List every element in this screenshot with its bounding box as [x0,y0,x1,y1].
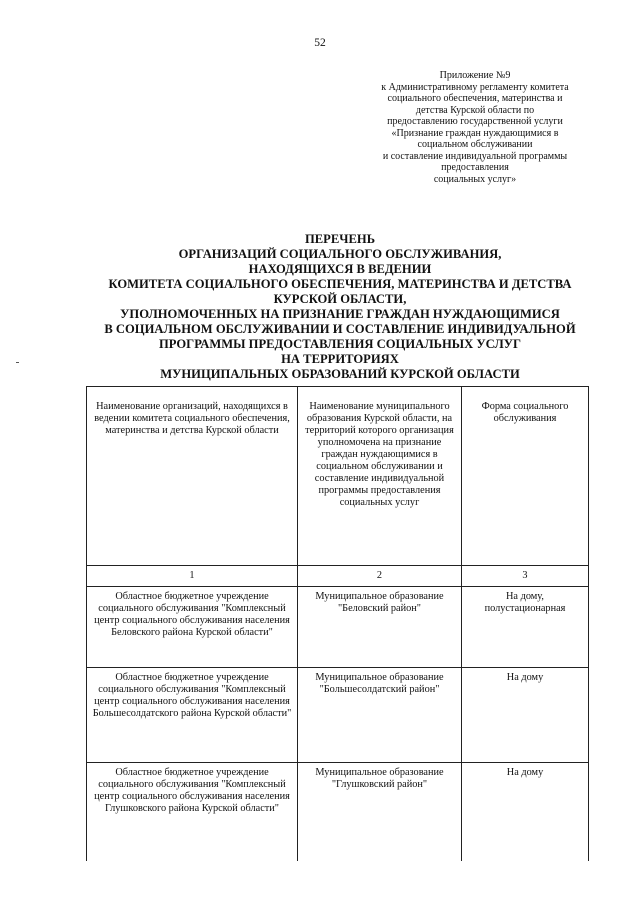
header-service-form: Форма социального обслуживания [462,387,589,566]
title-line: КОМИТЕТА СОЦИАЛЬНОГО ОБЕСПЕЧЕНИЯ, МАТЕРИНСТВА И ДЕТСТВА [108,277,572,291]
appendix-line: социальном обслуживании [417,139,533,150]
municipality-cell: Муниципальное образование "Беловский район" [298,587,462,668]
table-row [87,668,589,763]
appendix-line: социальных услуг» [433,173,517,185]
appendix-line: «Признание граждан нуждающимися в [391,127,559,139]
column-number: 3 [462,566,589,587]
table-row [87,587,589,668]
service-form-cell: На дому [462,763,589,862]
appendix-line: и составление индивидуальной программы [382,150,568,162]
appendix-line: предоставлению государственной услуги [387,116,563,127]
municipality-cell: Муниципальное образование "Глушковский район" [298,763,462,862]
service-form-cell: На дому [462,668,589,763]
title-line: МУНИЦИПАЛЬНЫХ ОБРАЗОВАНИЙ КУРСКОЙ ОБЛАСТИ [160,367,520,381]
page-number: 52 [314,37,326,49]
organizations-table [86,386,588,861]
service-form-cell: На дому, полустационарная [462,587,589,668]
organization-cell: Областное бюджетное учреждение социального обслуживания "Комплексный центр социального обслуживания населения Большесолдатского района Курской области" [87,668,298,763]
appendix-line: Приложение №9 [439,70,511,81]
appendix-line: детства Курской области по [415,104,535,116]
title-line: ОРГАНИЗАЦИЙ СОЦИАЛЬНОГО ОБСЛУЖИВАНИЯ, [178,247,502,261]
column-number: 1 [87,566,298,587]
table-header-row [87,387,589,566]
title-line: УПОЛНОМОЧЕННЫХ НА ПРИЗНАНИЕ ГРАЖДАН НУЖДАЮЩИМИСЯ [120,307,560,321]
organization-cell: Областное бюджетное учреждение социального обслуживания "Комплексный центр социального обслуживания населения Беловского района Курской области" [87,587,298,668]
appendix-line: социального обеспечения, материнства и [387,93,563,104]
title-line: ПЕРЕЧЕНЬ [304,232,376,246]
organization-cell: Областное бюджетное учреждение социального обслуживания "Комплексный центр социального обслуживания населения Глушковского района Курской области" [87,763,298,862]
header-municipality: Наименование муниципального образования Курской области, на территорий которого организация уполномочена на признание граждан нуждающимися в социальном обслуживании и составление индивидуальной программы предоставления социальных услуг [298,387,462,566]
municipality-cell: Муниципальное образование "Большесолдатский район" [298,668,462,763]
appendix-line: к Административному регламенту комитета [381,81,569,93]
title-line: НА ТЕРРИТОРИЯХ [281,352,399,366]
appendix-note [360,70,590,185]
appendix-line: предоставления [441,162,509,173]
column-number-row [87,566,589,587]
title-line: ПРОГРАММЫ ПРЕДОСТАВЛЕНИЯ СОЦИАЛЬНЫХ УСЛУГ [158,337,522,351]
scan-edge-mark [16,362,19,363]
table-row [87,763,589,862]
column-number: 2 [298,566,462,587]
title-line: НАХОДЯЩИХСЯ В ВЕДЕНИИ [248,262,432,276]
header-organization: Наименование организаций, находящихся в ведении комитета социального обеспечения, материнства и детства Курской области [87,387,298,566]
title-line: В СОЦИАЛЬНОМ ОБСЛУЖИВАНИИ И СОСТАВЛЕНИЕ ИНДИВИДУАЛЬНОЙ [104,322,576,336]
document-title [40,232,640,382]
title-line: КУРСКОЙ ОБЛАСТИ, [273,292,407,306]
